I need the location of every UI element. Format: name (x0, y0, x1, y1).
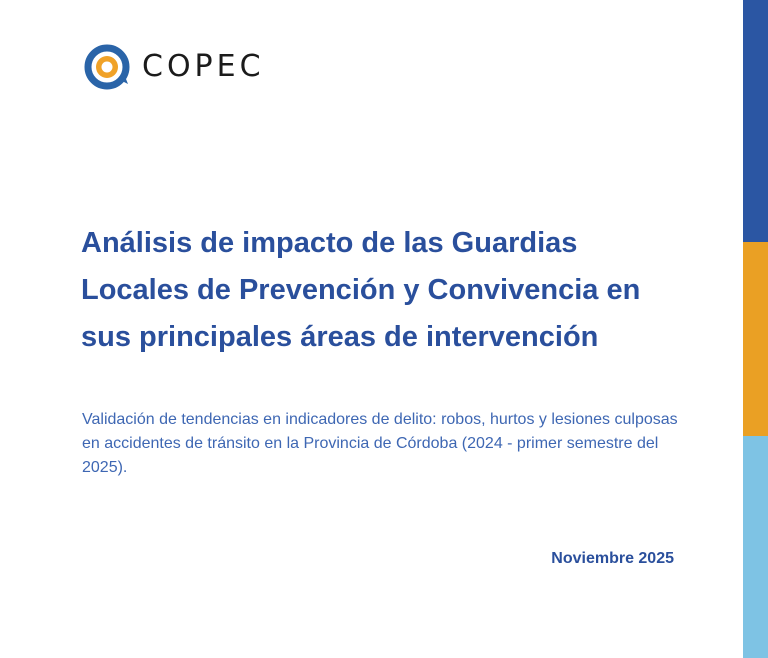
logo-wordmark: COPEC (142, 49, 265, 84)
publication-date: Noviembre 2025 (551, 550, 674, 567)
document-subtitle: Validación de tendencias en indicadores de delito: robos, hurtos y lesiones culposas en accidentes de tránsito en la Provincia de Córdoba (2024 - primer semestre del 2025). (82, 411, 678, 476)
stripe-segment-light-blue (743, 436, 768, 658)
stripe-segment-orange (743, 242, 768, 436)
stripe-segment-blue (743, 0, 768, 242)
copec-logo-icon (84, 44, 130, 90)
side-color-stripe (743, 0, 768, 658)
document-title: Análisis de impacto de las Guardias Locales de Prevención y Convivencia en sus principales áreas de intervención (81, 227, 641, 353)
copec-logo (84, 44, 265, 90)
